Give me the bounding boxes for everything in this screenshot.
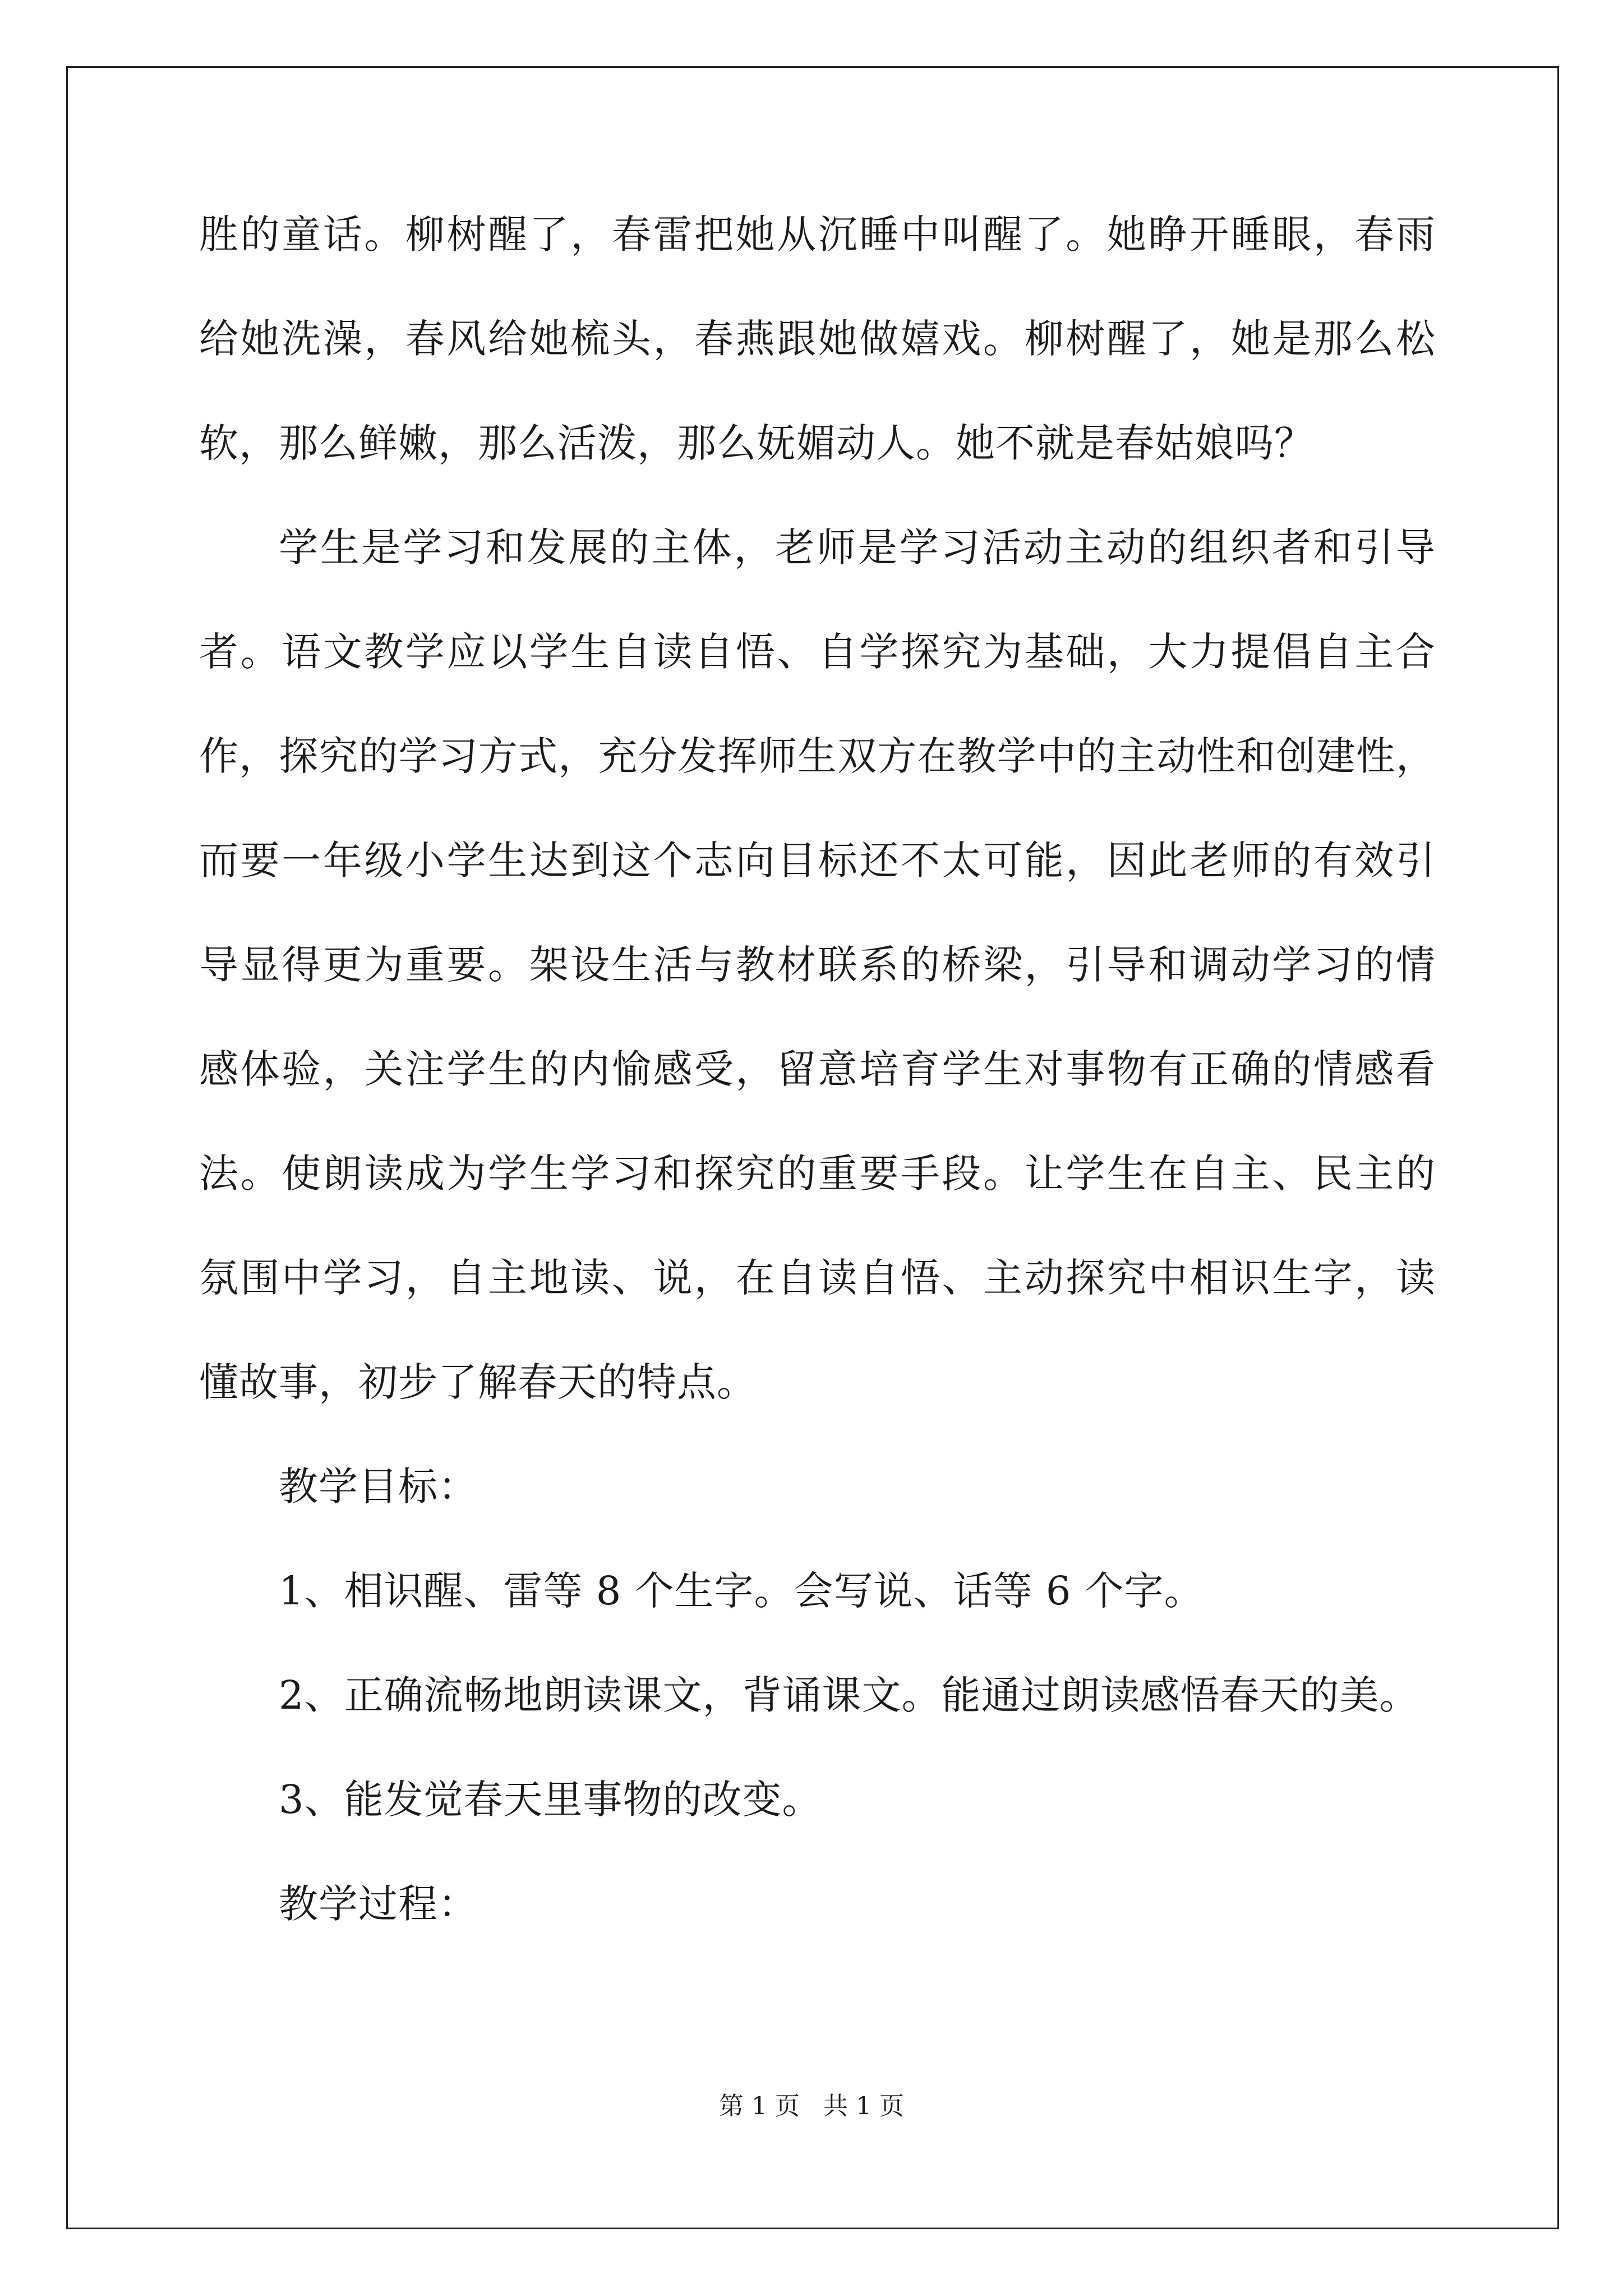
text-line: 学生是学习和发展的主体，老师是学习活动主动的组织者和引导 [279, 524, 1436, 570]
text-line: 导显得更为重要。架设生活与教材联系的桥梁，引导和调动学习的情 [199, 942, 1436, 988]
text-line: 软，那么鲜嫩，那么活泼，那么妩媚动人。她不就是春姑娘吗？ [199, 420, 1314, 466]
document-body [199, 208, 1436, 1981]
text-line: 懂故事，初步了解春天的特点。 [199, 1359, 757, 1405]
text-line: 作，探究的学习方式，充分发挥师生双方在教学中的主动性和创建性， [199, 733, 1436, 779]
text-line: 氛围中学习，自主地读、说，在自读自悟、主动探究中相识生字，读 [199, 1255, 1436, 1301]
section-heading-objectives: 教学目标： [279, 1464, 478, 1510]
objective-item: 3、能发觉春天里事物的改变。 [279, 1777, 822, 1823]
text-line: 法。使朗读成为学生学习和探究的重要手段。让学生在自主、民主的 [199, 1151, 1436, 1197]
page-number-footer: 第 1 页 共 1 页 [719, 2092, 904, 2120]
text-line: 感体验，关注学生的内愉感受，留意培育学生对事物有正确的情感看 [199, 1046, 1436, 1092]
text-line: 者。语文教学应以学生自读自悟、自学探究为基础，大力提倡自主合 [199, 629, 1436, 675]
objective-item: 1、相识醒、雷等 8 个生字。会写说、话等 6 个字。 [279, 1568, 1204, 1614]
text-line: 而要一年级小学生达到这个志向目标还不太可能，因此老师的有效引 [199, 838, 1436, 884]
section-heading-process: 教学过程： [279, 1881, 478, 1927]
objective-item: 2、正确流畅地朗读课文，背诵课文。能通过朗读感悟春天的美。 [279, 1672, 1419, 1718]
text-line: 给她洗澡，春风给她梳头，春燕跟她做嬉戏。柳树醒了，她是那么松 [199, 316, 1436, 362]
text-line: 胜的童话。柳树醒了，春雷把她从沉睡中叫醒了。她睁开睡眼，春雨 [199, 211, 1436, 257]
